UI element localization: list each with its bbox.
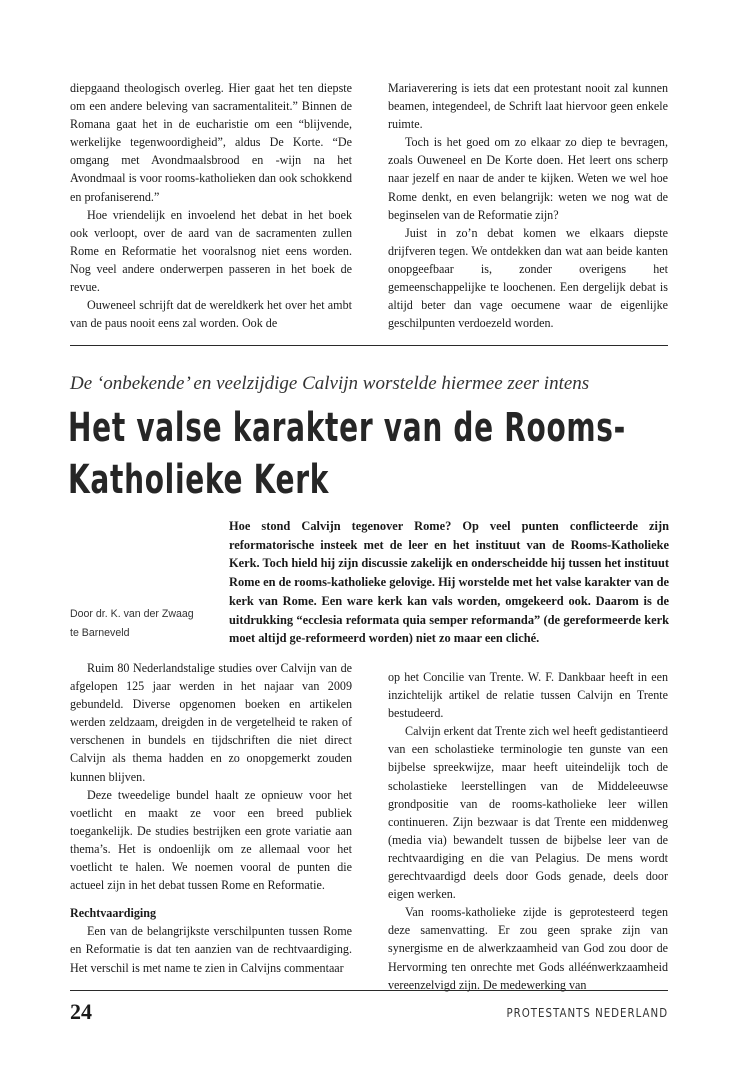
body-paragraph: diepgaand theologisch overleg. Hier gaat het ten diepste om een andere beleving van sacramentaliteit.” Binnen de Romana gaat het in de eucharistie om een “blijvende, werkelijke tegenwoordigheid”, aldus De Korte. “De omgang met Avondmaalsbrood en -wijn na het Avondmaal is voor rooms-katholieken dan ook schokkend en profaniserend.”	[70, 81, 352, 204]
body-paragraph: Ruim 80 Nederlandstalige studies over Calvijn van de afgelopen 125 jaar werden in het najaar van 2009 gebundeld. Diverse opgenomen boeken en artikelen werden zeldzaam, dreigden in de vergetelheid te raken of verschenen in bundels en tijdschriften die niet direct Calvijn als thema hadden en zo onopgemerkt zouden kunnen blijven.	[70, 661, 352, 784]
section-subhead: Rechtvaardiging	[70, 906, 156, 921]
body-paragraph: Van rooms-katholieke zijde is geprotesteerd tegen deze samenvatting. Er zou geen sprake zijn van synergisme en de alwerkzaamheid van God zou door de Hervorming ten onrechte met Gods alléénwerkzaamheid vereenzelvigd zijn. De medewerking van	[388, 905, 668, 992]
body-paragraph: op het Concilie van Trente. W. F. Dankbaar heeft in een inzichtelijk artikel de relatie tussen Calvijn en Trente bestudeerd.	[388, 670, 668, 721]
publication-title: PROTESTANTS NEDERLAND	[506, 1005, 668, 1020]
body-paragraph: Calvijn erkent dat Trente zich wel heeft gedistantieerd van een scholastieke terminologie ten gunste van een bijbelse spreekwijze, maar heeft uiteindelijk toch de scholastieke leerstellingen van de Middeleeuwse grondpositie van de rooms-katholieke leer willen continueren. Zijn bezwaar is dat Trente een middenweg (media via) bewandelt tussen de bijbelse leer van de rechtvaardiging en die van Pelagius. De mens wordt gerechtvaardigd deels door Gods genade, deels door eigen werken.	[388, 724, 668, 902]
section-divider	[70, 345, 668, 346]
body-paragraph: Mariaverering is iets dat een protestant nooit zal kunnen beamen, integendeel, de Schrift laat hiervoor geen enkele ruimte.	[388, 81, 668, 132]
article-headline: Het valse karakter van de Rooms-Katholieke Kerk	[68, 405, 626, 503]
body-paragraph: Juist in zo’n debat komen we elkaars diepste drijfveren tegen. We ontdekken dan wat aan beide kanten onopgeefbaar is, zonder overigens het gemeenschappelijke te loochenen. Een dergelijk debat is altijd beter dan vage oecumene waar de eigenlijke geschilpunten verdoezeld worden.	[388, 225, 668, 331]
bottom-left-column	[70, 659, 352, 977]
top-left-column	[70, 79, 352, 332]
body-paragraph: Deze tweedelige bundel haalt ze opnieuw voor het voetlicht en maakt ze voor een breed publiek toegankelijk. De studies bestrijken een grote variatie aan thema’s. Het is ondoenlijk om ze allemaal voor het voetlicht te halen. We noemen vooral de punten die actueel zijn in het debat tussen Rome en Reformatie.	[70, 787, 352, 893]
article-kicker: De ‘onbekende’ en veelzijdige Calvijn worstelde hiermee zeer intens	[70, 373, 590, 394]
body-paragraph: Toch is het goed om zo elkaar zo diep te bevragen, zoals Ouweneel en De Korte doen. Het leert ons scherp naar jezelf en naar de ander te kijken. Weten we wel hoe Rome denkt, en even belangrijk: weten we nog wat de beginselen van de Reformatie zijn?	[388, 135, 668, 222]
author-byline	[70, 605, 225, 642]
bottom-right-column	[388, 668, 668, 994]
author-location: te Barneveld	[70, 626, 130, 639]
body-paragraph: Ouweneel schrijft dat de wereldkerk het over het ambt van de paus nooit eens zal worden. Ook de	[70, 298, 352, 331]
author-name: Door dr. K. van der Zwaag	[70, 608, 194, 620]
article-lead: Hoe stond Calvijn tegenover Rome? Op veel punten conflicteerde zijn reformatorische insteek met de leer en het instituut van de Rooms-Katholieke Kerk. Toch hield hij zijn discussie zakelijk en onderscheidde hij tussen het instituut Rome en de rooms-katholieke gelovige. Hij worstelde met het valse karakter van de kerk van Rome. Een ware kerk kan vals worden, omgekeerd ook. Daarom is de uitdrukking “ecclesia reformata quia semper reformanda” (de gereformeerde kerk moet altijd ge-reformeerd worden) niet zo maar een cliché.	[229, 519, 669, 646]
top-right-column	[388, 79, 668, 332]
body-paragraph: Hoe vriendelijk en invoelend het debat in het boek ook verloopt, over de aard van de sacramenten zullen Rome en Reformatie het vooralsnog niet eens worden. Nog veel andere onderwerpen passeren in het boek de revue.	[70, 207, 352, 295]
footer-divider	[70, 990, 668, 991]
page-number: 24	[70, 999, 92, 1024]
body-paragraph: Een van de belangrijkste verschilpunten tussen Rome en Reformatie is dat ten aanzien van de rechtvaardiging. Het verschil is met name te zien in Calvijns commentaar	[70, 924, 352, 975]
